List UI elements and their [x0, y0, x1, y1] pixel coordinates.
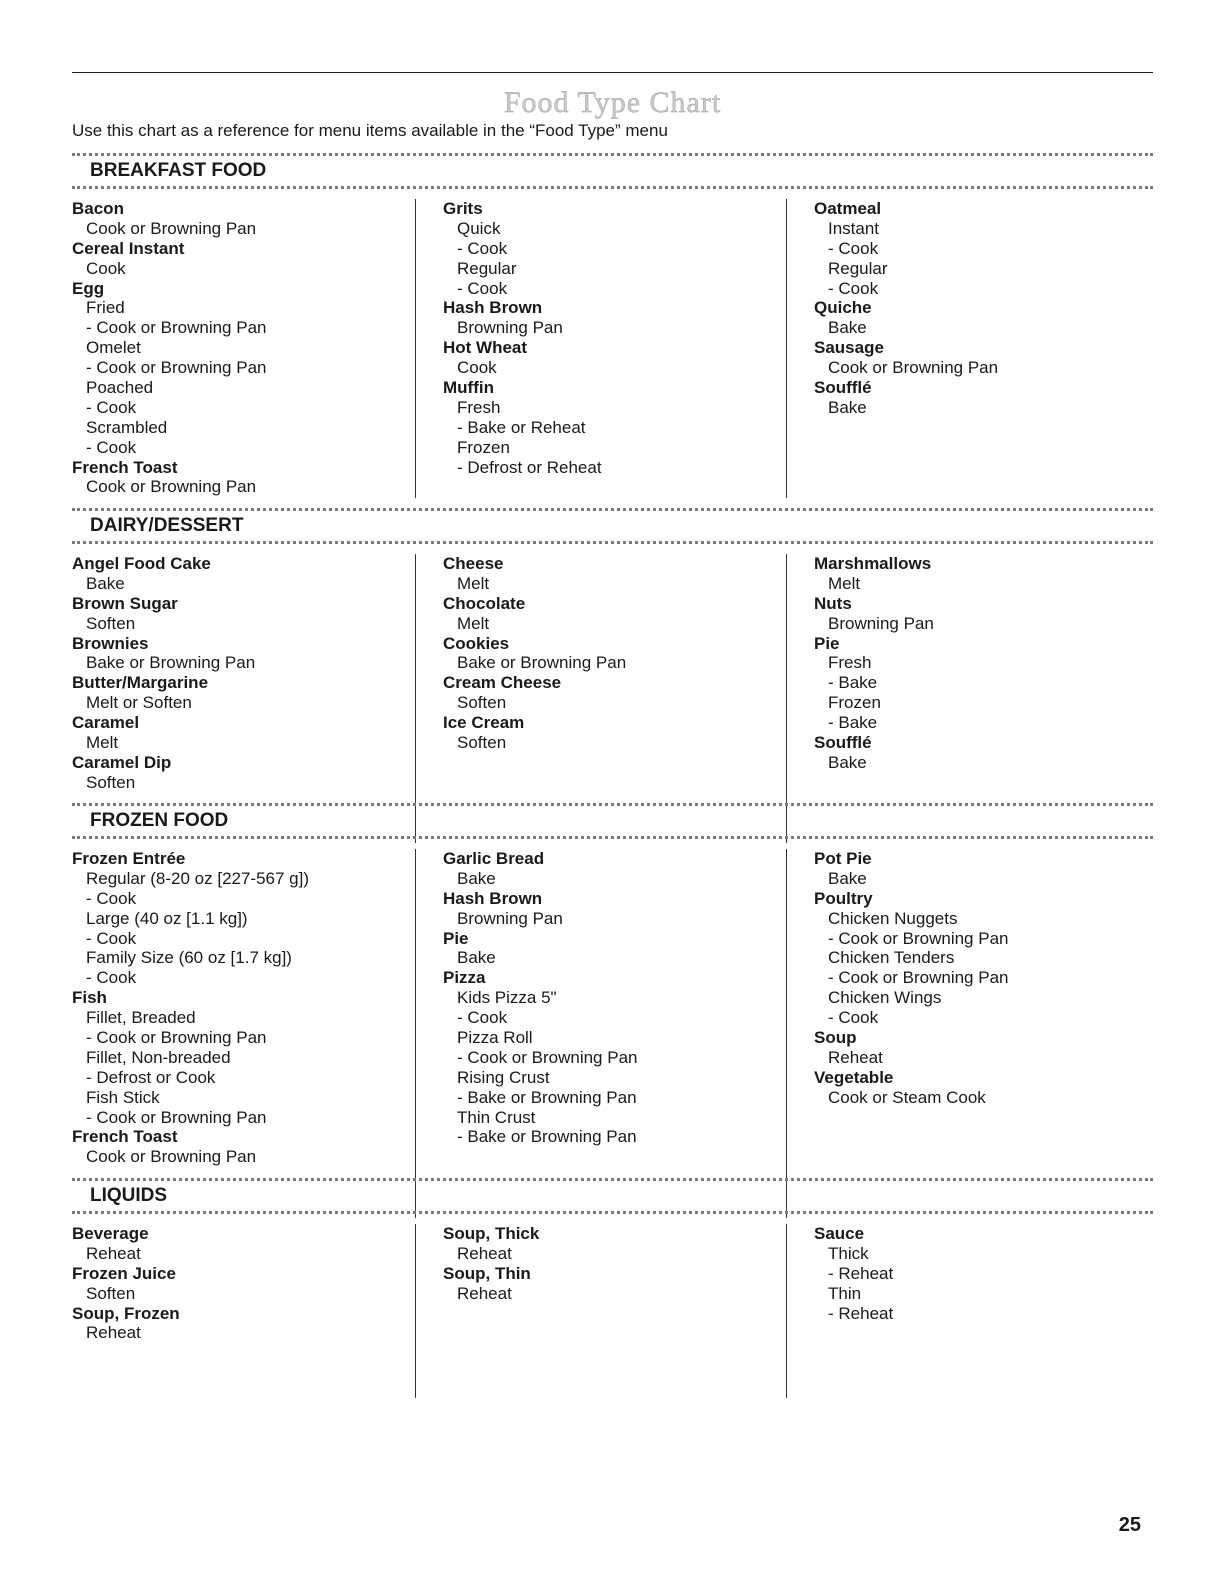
cooking-method: - Cook or Browning Pan — [86, 1028, 267, 1048]
food-category: Soufflé — [814, 378, 872, 398]
column-2 — [443, 849, 785, 1147]
column-1 — [72, 849, 414, 1167]
food-category: Caramel — [72, 713, 140, 733]
top-rule — [72, 72, 1153, 73]
cooking-method: Pizza Roll — [457, 1028, 533, 1048]
food-category: Cream Cheese — [443, 673, 562, 693]
cooking-method: Poached — [86, 378, 154, 398]
cooking-method: Bake — [457, 868, 496, 888]
cooking-method: Cook — [457, 358, 497, 378]
section-title: DAIRY/DESSERT — [90, 515, 244, 536]
cooking-method: Regular — [828, 258, 888, 278]
column-1 — [72, 199, 414, 497]
column-3 — [814, 199, 1153, 418]
cooking-method: Melt — [86, 733, 119, 753]
column-separator — [786, 1224, 787, 1398]
section-liquids — [72, 1178, 1153, 1343]
cooking-method: Bake — [457, 948, 496, 968]
cooking-method: Soften — [86, 613, 136, 633]
section-divider — [72, 186, 1153, 189]
cooking-method: Regular (8-20 oz [227-567 g]) — [86, 868, 310, 888]
cooking-method: Melt — [457, 613, 490, 633]
food-category: Soup, Frozen — [72, 1303, 180, 1323]
cooking-method: Thick — [828, 1243, 869, 1263]
cooking-method: Bake — [828, 752, 867, 772]
cooking-method: Soften — [86, 772, 136, 792]
cooking-method: - Bake or Browning Pan — [457, 1127, 637, 1147]
food-category: Pie — [814, 633, 840, 653]
cooking-method: Bake — [828, 868, 867, 888]
cooking-method: - Cook — [457, 1008, 508, 1028]
column-3 — [814, 849, 1153, 1108]
column-separator — [415, 554, 416, 843]
cooking-method: - Defrost or Reheat — [457, 457, 602, 477]
cooking-method: Bake — [86, 573, 125, 593]
cooking-method: Chicken Wings — [828, 988, 942, 1008]
section-title: BREAKFAST FOOD — [90, 160, 267, 181]
food-category: Bacon — [72, 199, 124, 218]
cooking-method: - Cook or Browning Pan — [828, 968, 1009, 988]
food-category: Soup — [814, 1028, 857, 1048]
food-category: Sausage — [814, 338, 884, 358]
food-category: French Toast — [72, 457, 178, 477]
cooking-method: Large (40 oz [1.1 kg]) — [86, 908, 248, 928]
cooking-method: - Cook — [828, 238, 879, 258]
food-category: Garlic Bread — [443, 849, 545, 868]
column-2 — [443, 554, 785, 753]
column-2 — [443, 1224, 785, 1304]
cooking-method: Frozen — [828, 693, 881, 713]
food-category: Ice Cream — [443, 713, 525, 733]
cooking-method: Family Size (60 oz [1.7 kg]) — [86, 948, 292, 968]
cooking-method: - Cook or Browning Pan — [86, 358, 267, 378]
cooking-method: Reheat — [86, 1243, 141, 1263]
cooking-method: Omelet — [86, 338, 141, 358]
food-category: Angel Food Cake — [72, 554, 211, 573]
cooking-method: - Cook — [86, 437, 137, 457]
cooking-method: Reheat — [457, 1283, 512, 1303]
cooking-method: Fresh — [457, 397, 501, 417]
food-category: Vegetable — [814, 1067, 894, 1087]
cooking-method: - Cook or Browning Pan — [457, 1047, 638, 1067]
cooking-method: - Cook — [86, 928, 137, 948]
section-title: LIQUIDS — [90, 1185, 168, 1206]
cooking-method: Instant — [828, 218, 880, 238]
section-columns — [72, 1224, 1153, 1398]
food-category: Pizza — [443, 968, 486, 988]
cooking-method: - Bake or Browning Pan — [457, 1087, 637, 1107]
cooking-method: Bake — [828, 318, 867, 338]
cooking-method: Fillet, Non-breaded — [86, 1047, 231, 1067]
column-separator — [786, 554, 787, 843]
cooking-method: - Defrost or Cook — [86, 1067, 216, 1087]
food-category: Sauce — [814, 1224, 865, 1243]
food-category: Marshmallows — [814, 554, 932, 573]
column-separator — [415, 849, 416, 1218]
cooking-method: Melt — [457, 573, 490, 593]
column-separator — [415, 1224, 416, 1398]
cooking-method: Reheat — [457, 1243, 512, 1263]
cooking-method: Melt — [828, 573, 861, 593]
page-title: Food Type Chart — [503, 86, 722, 119]
food-category: Brownies — [72, 633, 149, 653]
column-1 — [72, 554, 414, 793]
section-divider — [72, 541, 1153, 544]
cooking-method: Browning Pan — [828, 613, 934, 633]
cooking-method: Fresh — [828, 653, 872, 673]
cooking-method: Cook or Steam Cook — [828, 1087, 986, 1107]
column-separator — [786, 849, 787, 1218]
cooking-method: Quick — [457, 218, 501, 238]
food-category: Butter/Margarine — [72, 673, 209, 693]
food-category: Soup, Thin — [443, 1263, 531, 1283]
section-columns — [72, 849, 1153, 1218]
cooking-method: Fillet, Breaded — [86, 1008, 196, 1028]
cooking-method: - Cook — [457, 278, 508, 298]
food-category: Cookies — [443, 633, 510, 653]
food-category: French Toast — [72, 1127, 178, 1147]
column-1 — [72, 1224, 414, 1343]
section-dairy-dessert — [72, 508, 1153, 792]
cooking-method: Scrambled — [86, 417, 168, 437]
section-title: FROZEN FOOD — [90, 810, 229, 831]
food-category: Oatmeal — [814, 199, 882, 218]
food-category: Soufflé — [814, 733, 872, 753]
cooking-method: Cook or Browning Pan — [86, 218, 257, 238]
food-category: Beverage — [72, 1224, 149, 1243]
cooking-method: Melt or Soften — [86, 693, 192, 713]
cooking-method: - Cook — [86, 397, 137, 417]
cooking-method: - Cook — [86, 888, 137, 908]
column-3 — [814, 554, 1153, 773]
food-category: Hash Brown — [443, 888, 543, 908]
food-category: Muffin — [443, 378, 494, 398]
cooking-method: Bake or Browning Pan — [86, 653, 256, 673]
page-number: 25 — [1118, 1514, 1141, 1536]
section-columns — [72, 199, 1153, 498]
food-category: Chocolate — [443, 593, 526, 613]
food-category: Caramel Dip — [72, 752, 172, 772]
food-category: Quiche — [814, 298, 872, 318]
food-category: Brown Sugar — [72, 593, 178, 613]
cooking-method: - Cook — [828, 1008, 879, 1028]
food-category: Pot Pie — [814, 849, 872, 868]
cooking-method: - Cook — [86, 968, 137, 988]
cooking-method: - Reheat — [828, 1263, 894, 1283]
section-breakfast-food — [72, 153, 1153, 497]
cooking-method: - Cook or Browning Pan — [86, 1107, 267, 1127]
cooking-method: Chicken Tenders — [828, 948, 955, 968]
cooking-method: - Bake — [828, 673, 878, 693]
cooking-method: - Cook — [828, 278, 879, 298]
food-category: Nuts — [814, 593, 852, 613]
cooking-method: Fried — [86, 298, 125, 318]
food-category: Grits — [443, 199, 483, 218]
cooking-method: Fish Stick — [86, 1087, 160, 1107]
cooking-method: Bake or Browning Pan — [457, 653, 627, 673]
cooking-method: Cook — [86, 258, 126, 278]
food-category: Hot Wheat — [443, 338, 528, 358]
cooking-method: Cook or Browning Pan — [86, 477, 257, 497]
cooking-method: - Bake — [828, 713, 878, 733]
column-separator — [786, 199, 787, 498]
column-separator — [415, 199, 416, 498]
cooking-method: Cook or Browning Pan — [828, 358, 999, 378]
food-category: Frozen Entrée — [72, 849, 186, 868]
cooking-method: Soften — [86, 1283, 136, 1303]
food-category: Poultry — [814, 888, 873, 908]
food-category: Fish — [72, 988, 107, 1008]
section-frozen-food — [72, 803, 1153, 1167]
cooking-method: Frozen — [457, 437, 510, 457]
food-category: Cheese — [443, 554, 504, 573]
intro-text: Use this chart as a reference for menu items available in the “Food Type” menu — [72, 121, 668, 140]
column-2 — [443, 199, 785, 477]
cooking-method: - Cook or Browning Pan — [828, 928, 1009, 948]
cooking-method: Soften — [457, 733, 507, 753]
cooking-method: Browning Pan — [457, 318, 563, 338]
section-divider — [72, 836, 1153, 839]
cooking-method: Reheat — [86, 1323, 141, 1343]
section-columns — [72, 554, 1153, 843]
food-category: Egg — [72, 278, 105, 298]
cooking-method: Browning Pan — [457, 908, 563, 928]
cooking-method: Soften — [457, 693, 507, 713]
cooking-method: - Cook — [457, 238, 508, 258]
food-category: Frozen Juice — [72, 1263, 176, 1283]
food-category: Pie — [443, 928, 469, 948]
cooking-method: - Cook or Browning Pan — [86, 318, 267, 338]
cooking-method: Kids Pizza 5" — [457, 988, 557, 1008]
cooking-method: Rising Crust — [457, 1067, 550, 1087]
food-category: Hash Brown — [443, 298, 543, 318]
cooking-method: - Reheat — [828, 1303, 894, 1323]
section-divider — [72, 1211, 1153, 1214]
cooking-method: Bake — [828, 397, 867, 417]
column-3 — [814, 1224, 1153, 1323]
cooking-method: Chicken Nuggets — [828, 908, 958, 928]
cooking-method: Reheat — [828, 1047, 883, 1067]
food-category: Soup, Thick — [443, 1224, 540, 1243]
cooking-method: - Bake or Reheat — [457, 417, 586, 437]
cooking-method: Thin Crust — [457, 1107, 536, 1127]
cooking-method: Cook or Browning Pan — [86, 1147, 257, 1167]
cooking-method: Regular — [457, 258, 517, 278]
food-category: Cereal Instant — [72, 238, 185, 258]
cooking-method: Thin — [828, 1283, 862, 1303]
